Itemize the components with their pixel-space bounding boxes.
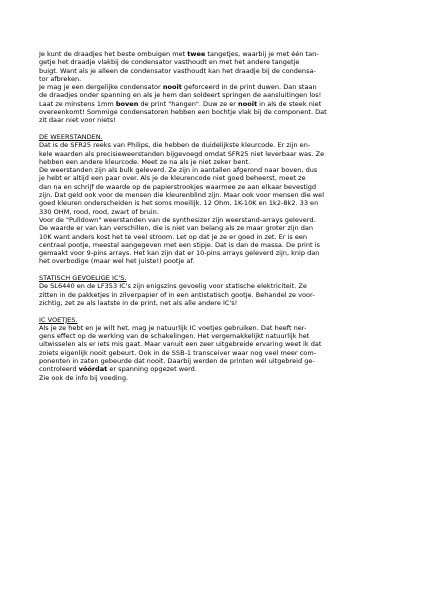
text-line — [39, 50, 386, 58]
text-line — [39, 241, 386, 249]
text-line — [39, 67, 386, 75]
text-run: zijn. Dat geld ook voor de mensen die kleurenblind zijn. Maar ook voor mensen die wel — [39, 191, 325, 200]
text-run: Laat ze minstens 1mm — [39, 99, 116, 108]
text-line — [39, 224, 386, 232]
text-line — [39, 332, 386, 340]
text-run: het overbodige (maar wel het juiste!) pootje af. — [39, 257, 195, 266]
section-heading: IC VOETJES. — [39, 315, 78, 324]
text-line — [39, 174, 386, 182]
text-line — [39, 183, 386, 191]
text-run: overeenkomt! Sommige condensatoren hebben een bochtje vlak bij de component. Dat — [39, 108, 327, 117]
text-line — [39, 257, 386, 265]
text-line — [39, 91, 386, 99]
emphasis-text: twee — [187, 50, 206, 58]
text-run: gens effect op de werking van de schakelingen. Het vergemakkelijkt natuurlijk het — [39, 332, 310, 341]
section-heading: STATISCH GEVOELIGE IC'S. — [39, 274, 127, 283]
text-run: Zie ook de info bij voeding. — [39, 373, 129, 382]
emphasis-text: nooit — [162, 83, 182, 92]
text-run: Je kunt de draadjes het beste ombuigen met — [39, 50, 188, 58]
text-run: in als de steek niet — [257, 99, 322, 108]
text-run: zoiets eigenlijk nooit gebeurt. Ook in de SSB-1 transceiver waar nog veel meer com- — [39, 348, 317, 357]
text-line — [39, 150, 386, 158]
text-run: Als je ze hebt en je wilt het, mag je natuurlijk IC voetjes gebruiken. Dat heeft ner- — [39, 323, 307, 332]
text-line — [39, 282, 386, 290]
section-gap — [39, 266, 386, 274]
text-line — [39, 357, 386, 365]
text-run: dan na en schrijf de waarde op de papierstrookjes waarmee ze aan elkaar bevestigd — [39, 182, 317, 191]
text-line — [39, 75, 386, 83]
text-run: Je mag je een dergelijke condensator — [39, 83, 163, 92]
text-run: gemaakt voor 9-pins arrays. Het kan zijn dat er 10-pins arrays geleverd zijn, knip dan — [39, 249, 320, 258]
text-run: zit daar niet voor niets! — [39, 116, 116, 125]
text-run: zitten in de pakketjes in zilverpapier of in een antistatisch gootje. Behandel ze voor- — [39, 290, 315, 299]
text-line — [39, 100, 386, 108]
text-line — [39, 340, 386, 348]
text-line — [39, 58, 386, 66]
paragraph — [39, 141, 386, 265]
text-line — [39, 249, 386, 257]
section-gap — [39, 307, 386, 315]
text-run: De waarde er van kan verschillen, die is niet van belang als ze maar groter zijn dan — [39, 224, 314, 233]
text-run: je hebt er altijd een paar over. Als je de kleurencode niet goed beheerst, meet ze — [39, 174, 306, 183]
section-gap — [39, 125, 386, 133]
text-line — [39, 199, 386, 207]
text-line — [39, 291, 386, 299]
text-run: uitwisselen als er iets mis gaat. Maar vanuit een zeer uitgebreide ervaring weet ik dat — [39, 340, 322, 349]
text-run: er spanning opgezet werd. — [107, 365, 197, 374]
text-line — [39, 349, 386, 357]
text-run: kele waarden als precisieweerstanden bijgevoegd omdat SFR25 niet leverbaar was. Ze — [39, 149, 325, 158]
paragraph — [39, 324, 386, 382]
section-heading: DE WEERSTANDEN. — [39, 132, 103, 141]
text-line — [39, 158, 386, 166]
text-line — [39, 299, 386, 307]
text-run: goed kleuren onderscheiden is het soms moeilijk. 12 Ohm, 1K-10K en 1k2-8k2. 33 en — [39, 199, 319, 208]
text-line — [39, 324, 386, 332]
text-line — [39, 216, 386, 224]
text-line — [39, 108, 386, 116]
emphasis-text: nooit — [238, 99, 258, 108]
text-run: getje het draadje vlakbij de condensator vasthoudt en met het andere tangetje — [39, 58, 300, 67]
text-run: Dat is de SFR25 reeks van Philips, die hebben de duidelijkste kleurcode. Er zijn en- — [39, 141, 311, 150]
text-run: zichtig, zet ze als laatste in de print, net als alle andere IC's! — [39, 298, 238, 307]
paragraph — [39, 282, 386, 307]
text-run: Voor de "Pulldown" weerstanden van de synthesizer zijn weerstand-arrays geleverd. — [39, 215, 316, 224]
text-run: De weerstanden zijn als bulk geleverd. Ze zijn in aantallen afgerond naar boven, dus — [39, 166, 318, 175]
paragraph — [39, 50, 386, 125]
text-run: tangetjes, waarbij je met één tan- — [205, 50, 319, 58]
text-line — [39, 365, 386, 373]
text-run: centraal pootje, meestal aangegeven met een stipje. Dat is dan de massa. De print is — [39, 240, 320, 249]
emphasis-text: vóórdat — [78, 365, 108, 374]
text-run: De SL6440 en de LF353 IC's zijn enigszins gevoelig voor statische elektriciteit. Ze — [39, 282, 307, 291]
text-run: de draadjes onder spanning en als je hem dan soldeert springen de aansluitingen los! — [39, 91, 322, 100]
text-run: ponenten in zaten gebeurde dat nooit. Daarbij werden de printen wél uitgebreid ge- — [39, 356, 315, 365]
text-line — [39, 141, 386, 149]
text-run: hebben een andere kleurcode. Meet ze na als je niet zeker bent. — [39, 157, 251, 166]
text-line — [39, 116, 386, 124]
emphasis-text: boven — [115, 99, 139, 108]
text-run: buigt. Want als je alleen de condensator vasthoudt kan het draadje bij de condensa- — [39, 66, 316, 75]
text-run: de print "hangen". Duw ze er — [138, 99, 239, 108]
text-run: geforceerd in de print duwen. Dan staan — [181, 83, 317, 92]
text-line — [39, 233, 386, 241]
text-run: 330 OHM, rood, rood, zwart of bruin. — [39, 207, 159, 216]
text-line — [39, 208, 386, 216]
text-line — [39, 83, 386, 91]
text-run: 10K want anders kost het te veel stroom. Let op dat je ze er goed in zet. Er is een — [39, 232, 308, 241]
text-line — [39, 166, 386, 174]
text-run: tor afbreken. — [39, 74, 82, 83]
text-line — [39, 374, 386, 382]
text-run: controleerd — [39, 365, 79, 374]
text-line — [39, 191, 386, 199]
